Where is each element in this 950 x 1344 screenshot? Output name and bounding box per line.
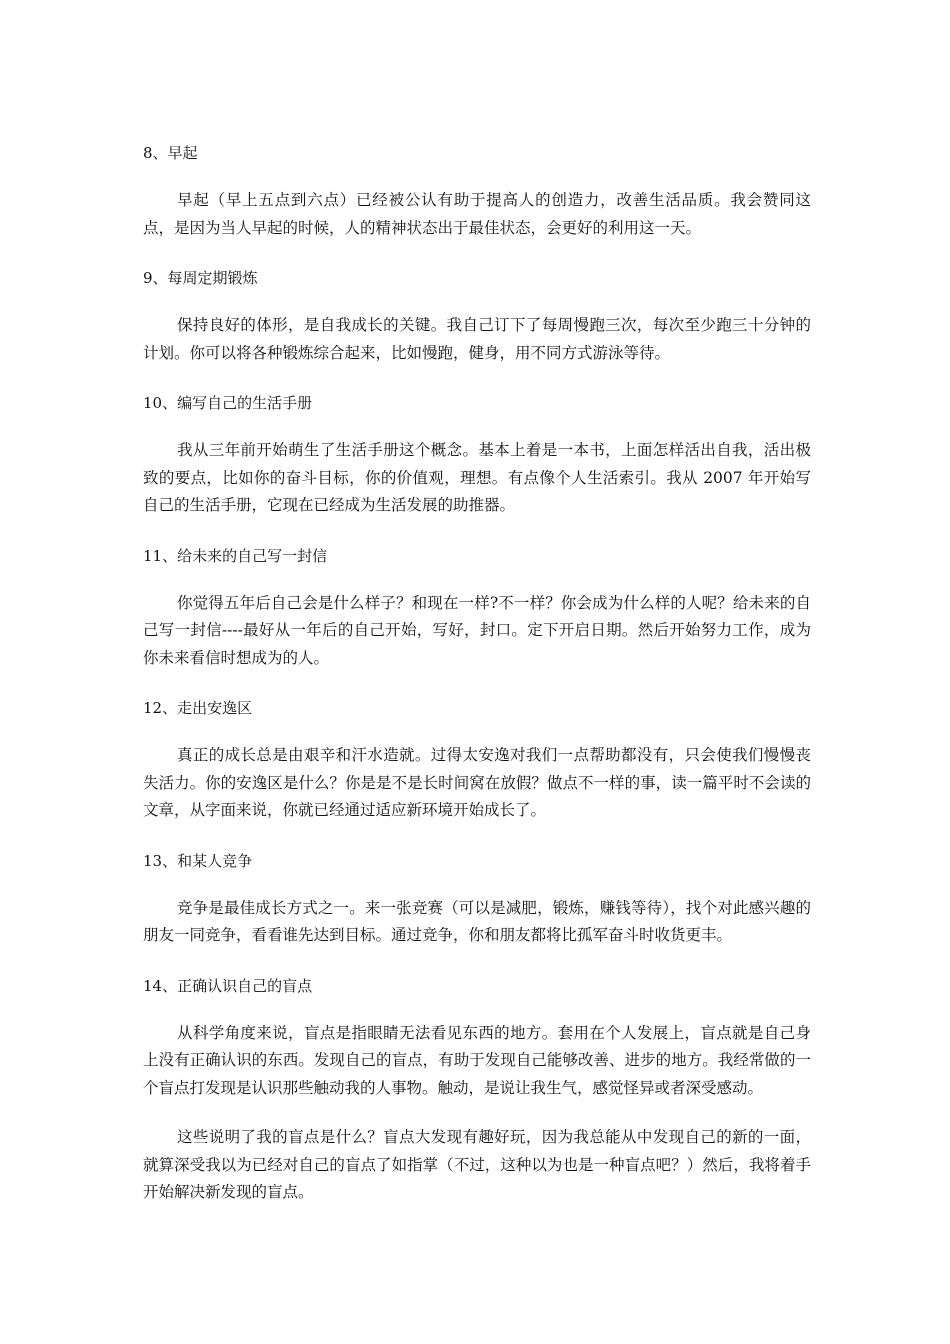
section-heading: 9、每周定期锻炼 xyxy=(143,269,258,287)
section-14 xyxy=(143,972,811,1207)
section-11 xyxy=(143,542,811,673)
section-9 xyxy=(143,264,811,367)
section-heading: 10、编写自己的生活手册 xyxy=(143,394,313,412)
section-heading: 12、走出安逸区 xyxy=(143,699,253,717)
section-paragraph: 我从三年前开始萌生了生活手册这个概念。基本上着是一本书，上面怎样活出自我，活出极致的要点，比如你的奋斗目标，你的价值观，理想。有点像个人生活索引。我从 2007 年开始写自己的生活手册，它现在已经成为生活发展的助推器。 xyxy=(143,441,811,514)
section-heading: 13、和某人竞争 xyxy=(143,851,253,870)
section-heading: 8、早起 xyxy=(143,144,198,162)
section-10 xyxy=(143,389,811,520)
section-12 xyxy=(143,694,811,825)
section-8 xyxy=(143,139,811,242)
section-paragraph: 这些说明了我的盲点是什么？盲点大发现有趣好玩，因为我总能从中发现自己的新的一面，就算深受我以为已经对自己的盲点了如指掌（不过，这种以为也是一种盲点吧？）然后，我将着手开始解决新发现的盲点。 xyxy=(143,1128,811,1201)
section-paragraph: 真正的成长总是由艰辛和汗水造就。过得太安逸对我们一点帮助都没有，只会使我们慢慢丧失活力。你的安逸区是什么？你是是不是长时间窝在放假？做点不一样的事，读一篇平时不会读的文章，从字面来说，你就已经通过适应新环境开始成长了。 xyxy=(143,746,811,819)
section-paragraph: 早起（早上五点到六点）已经被公认有助于提高人的创造力，改善生活品质。我会赞同这点，是因为当人早起的时候，人的精神状态出于最佳状态，会更好的利用这一天。 xyxy=(143,191,811,237)
section-paragraph: 从科学角度来说，盲点是指眼睛无法看见东西的地方。套用在个人发展上，盲点就是自己身上没有正确认识的东西。发现自己的盲点，有助于发现自己能够改善、进步的地方。我经常做的一个盲点打发现是认识那些触动我的人事物。触动，是说让我生气，感觉怪异或者深受感动。 xyxy=(143,1023,811,1097)
section-paragraph: 你觉得五年后自己会是什么样子？和现在一样?不一样？你会成为什么样的人呢？给未来的自己写一封信----最好从一年后的自己开始，写好，封口。定下开启日期。然后开始努力工作，成为你未来看信时想成为的人。 xyxy=(143,593,811,667)
section-paragraph: 竞争是最佳成长方式之一。来一张竞赛（可以是减肥，锻炼，赚钱等待），找个对此感兴趣的朋友一同竞争，看看谁先达到目标。通过竞争，你和朋友都将比孤军奋斗时收货更丰。 xyxy=(143,898,811,944)
section-heading: 11、给未来的自己写一封信 xyxy=(143,546,328,565)
section-13 xyxy=(143,847,811,950)
section-paragraph: 保持良好的体形，是自我成长的关键。我自己订下了每周慢跑三次，每次至少跑三十分钟的计划。你可以将各种锻炼综合起来，比如慢跑，健身，用不同方式游泳等待。 xyxy=(143,316,811,362)
document-body xyxy=(143,139,811,1207)
section-heading: 14、正确认识自己的盲点 xyxy=(143,976,313,995)
